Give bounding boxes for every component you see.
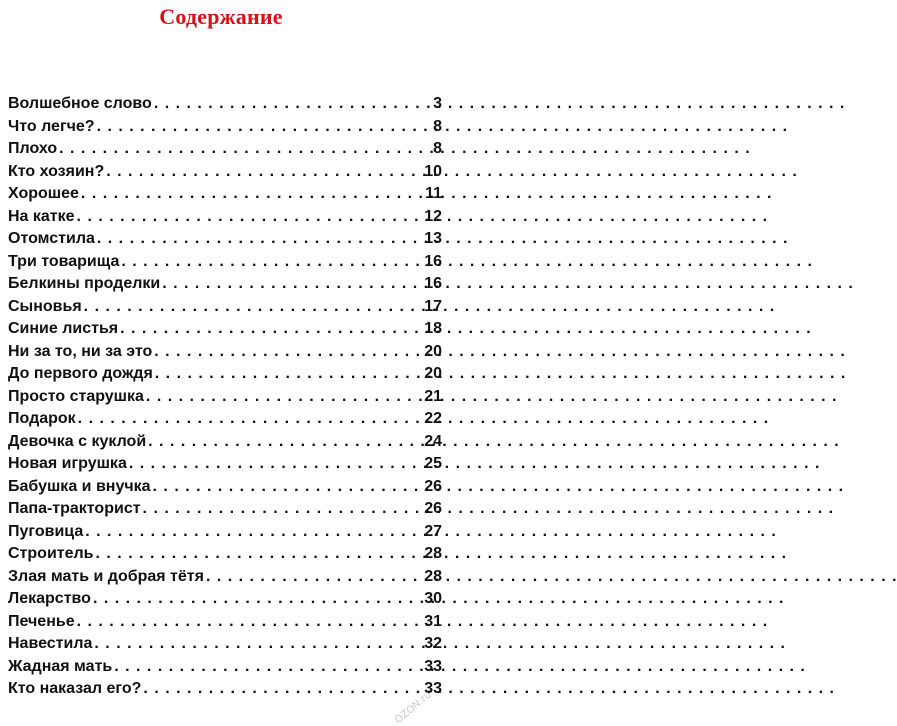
toc-entry [8, 543, 442, 566]
toc-entry-page: 18 [424, 320, 442, 337]
toc-entry-page: 26 [424, 500, 442, 517]
toc-entry-title: Отомстила [8, 230, 95, 247]
toc-entry [8, 633, 442, 656]
toc-entry-title: Три товарища [8, 252, 120, 270]
dot-leader [94, 633, 423, 656]
dot-leader [153, 476, 424, 499]
toc-entry [8, 678, 442, 701]
toc-entry-page: 8 [433, 117, 442, 135]
toc-entry [8, 408, 442, 431]
toc-entry-title: Хорошее [8, 185, 79, 202]
toc-entry-page: 30 [424, 590, 442, 607]
dot-leader [114, 656, 423, 679]
toc-entry-title: Злая мать и добрая тётя [8, 567, 204, 585]
toc-entry-title: Лекарство [8, 590, 91, 607]
toc-entry-title: Девочка с куклой [8, 432, 147, 450]
toc-entry-title: Сыновья [8, 297, 82, 315]
toc-entry-page: 12 [424, 207, 442, 225]
dot-leader [148, 431, 423, 454]
toc-entry-page: 27 [424, 522, 442, 540]
page-title: Содержание [159, 4, 283, 29]
toc-entry-title: Подарок [8, 410, 76, 427]
toc-entry [8, 453, 442, 476]
toc-entry [8, 521, 442, 544]
toc-entry-page: 8 [433, 140, 442, 157]
toc-entry-page: 21 [424, 387, 442, 405]
toc-entry-page: 24 [424, 432, 442, 450]
toc-entry [8, 296, 442, 319]
dot-leader [106, 161, 423, 184]
toc-entry [8, 183, 442, 206]
toc-entry-page: 10 [424, 162, 442, 180]
toc-entry [8, 476, 442, 499]
dot-leader [143, 498, 424, 521]
toc-entry-page: 28 [424, 545, 442, 562]
toc-entry-title: Навестила [8, 635, 93, 652]
toc-entry [8, 498, 442, 521]
toc-entry [8, 611, 442, 634]
toc-entry-title: До первого дождя [8, 365, 153, 382]
toc-entry-title: Печенье [8, 612, 75, 630]
toc-entry-page: 16 [424, 275, 442, 292]
dot-leader [154, 341, 423, 364]
toc-entry [8, 251, 442, 274]
toc-entry-page: 17 [424, 297, 442, 315]
toc-entry [8, 228, 442, 251]
toc-entry-title: Новая игрушка [8, 455, 127, 472]
toc-entry [8, 273, 442, 296]
toc-entry [8, 656, 442, 679]
dot-leader [97, 116, 431, 139]
toc-entry [8, 386, 442, 409]
dot-leader [77, 206, 424, 229]
toc-entry-title: Кто хозяин? [8, 162, 105, 180]
toc-entry-title: Синие листья [8, 320, 119, 337]
toc-entry-page: 13 [424, 230, 442, 247]
toc-entry-page: 16 [424, 252, 442, 270]
dot-leader [77, 611, 424, 634]
toc-entry-title: Волшебное слово [8, 95, 152, 112]
toc-entry-title: Что легче? [8, 117, 95, 135]
dot-leader [155, 363, 423, 386]
toc-entry-page: 31 [424, 612, 442, 630]
toc-entry [8, 206, 442, 229]
toc-entry-title: Бабушка и внучка [8, 477, 151, 495]
toc-entry-page: 32 [424, 635, 442, 652]
toc-entry-page: 33 [424, 680, 442, 697]
dot-leader [93, 588, 423, 611]
dot-leader [143, 678, 423, 701]
toc-entry-title: Строитель [8, 545, 94, 562]
dot-leader [59, 138, 431, 161]
dot-leader [154, 93, 431, 116]
toc-entry-page: 20 [424, 342, 442, 360]
dot-leader [121, 251, 423, 274]
toc-entry [8, 363, 442, 386]
toc-entry-title: Папа-тракторист [8, 500, 141, 517]
toc-entry [8, 341, 442, 364]
toc-entry [8, 318, 442, 341]
dot-leader [162, 273, 423, 296]
toc-entry [8, 566, 442, 589]
book-contents-page [0, 0, 442, 726]
dot-leader [97, 228, 423, 251]
toc-entry-title: Пуговица [8, 522, 84, 540]
ozon-watermark: OZON.ru [393, 689, 434, 726]
toc-entry [8, 161, 442, 184]
dot-leader [81, 183, 424, 206]
toc-entry-title: Жадная мать [8, 657, 113, 675]
toc-entry-title: Ни за то, ни за это [8, 342, 153, 360]
toc-entry-title: Белкины проделки [8, 275, 161, 292]
toc-entry-title: На катке [8, 207, 75, 225]
dot-leader [84, 296, 424, 319]
table-of-contents [8, 93, 442, 701]
toc-entry-title: Кто наказал его? [8, 680, 142, 697]
dot-leader [120, 318, 423, 341]
dot-leader [146, 386, 423, 409]
dot-leader [85, 521, 423, 544]
toc-entry-page: 26 [424, 477, 442, 495]
dot-leader [96, 543, 424, 566]
toc-entry [8, 588, 442, 611]
toc-entry-page: 33 [424, 657, 442, 675]
toc-entry [8, 431, 442, 454]
toc-entry-page: 3 [433, 95, 442, 112]
dot-leader [129, 453, 423, 476]
toc-entry-page: 11 [425, 185, 442, 202]
toc-entry-page: 20 [424, 365, 442, 382]
dot-leader [206, 566, 423, 589]
toc-entry-page: 28 [424, 567, 442, 585]
dot-leader [78, 408, 424, 431]
toc-entry [8, 138, 442, 161]
toc-entry-page: 22 [424, 410, 442, 427]
toc-entry [8, 116, 442, 139]
toc-entry-title: Просто старушка [8, 387, 144, 405]
toc-entry-title: Плохо [8, 140, 58, 157]
toc-entry-page: 25 [424, 455, 442, 472]
toc-entry [8, 93, 442, 116]
